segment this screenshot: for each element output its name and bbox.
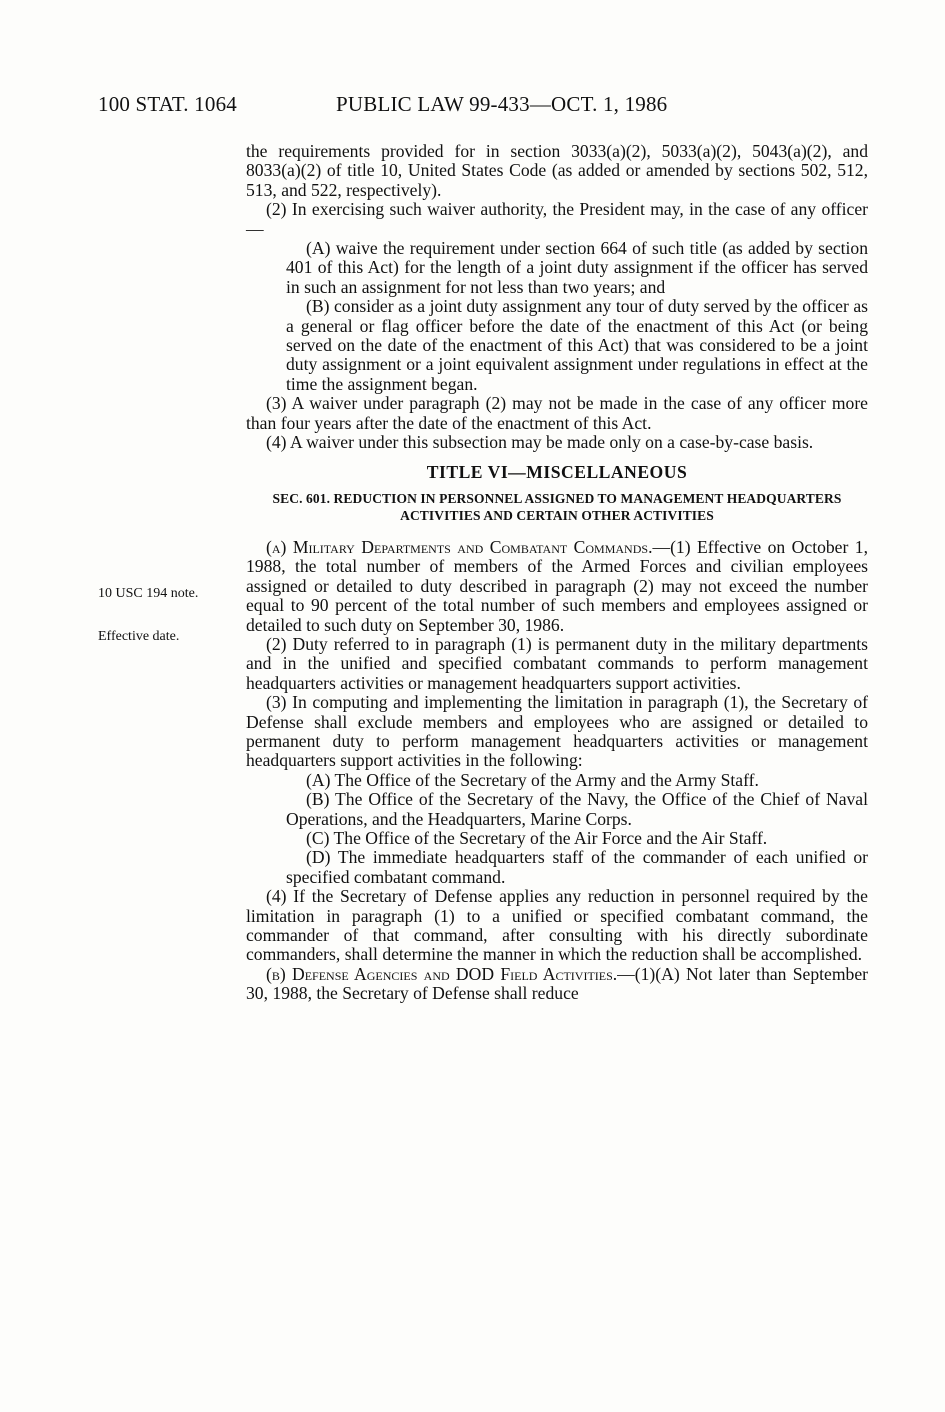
margin-note-effective-date: Effective date. bbox=[98, 629, 180, 644]
subsection-a-paragraph-2: (2) Duty referred to in paragraph (1) is permanent duty in the military departments and in the unified and specified combatant commands to perform management headquarters activities or management headquarters support activities. bbox=[246, 633, 868, 693]
stat-reference: 100 STAT. 1064 bbox=[98, 92, 237, 116]
title-heading: TITLE VI—MISCELLANEOUS bbox=[426, 461, 688, 482]
subsection-a-paragraph-4: (4) If the Secretary of Defense applies any reduction in personnel required by the limitation in paragraph (1) to a unified or specified combatant command, the commander of that command, after consulting with his directly subordinate commanders, shall determine the manner in which the reduction shall be accomplished. bbox=[246, 886, 868, 965]
paragraph-continuation: the requirements provided for in section 3033(a)(2), 5033(a)(2), 5043(a)(2), and 8033(a)(2) of title 10, United States Code (as added or amended by sections 502, 512, 513, and 522, respectively). bbox=[246, 141, 868, 200]
subparagraph-3b: (B) The Office of the Secretary of the Navy, the Office of the Chief of Naval Operations, and the Headquarters, Marine Corps. bbox=[286, 789, 868, 829]
subparagraph-3d: (D) The immediate headquarters staff of the commander of each unified or specified combatant command. bbox=[286, 847, 868, 887]
subsection-b-text: —(1)(A) Not later than September 30, 1988, the Secretary of Defense shall reduce bbox=[246, 963, 868, 1004]
paragraph-2: (2) In exercising such waiver authority, the President may, in the case of any officer— bbox=[246, 199, 868, 239]
paragraph-3: (3) A waiver under paragraph (2) may not be made in the case of any officer more than four years after the date of the enactment of this Act. bbox=[246, 393, 868, 433]
subparagraph-2a: (A) waive the requirement under section 664 of such title (as added by section 401 of this Act) for the length of a joint duty assignment if the officer has served in such an assignment for not less than two years; and bbox=[286, 238, 868, 297]
subsection-a-paragraph-3: (3) In computing and implementing the limitation in paragraph (1), the Secretary of Defense shall exclude members and employees who are assigned or detailed to permanent duty to perform management headquarters activities or management headquarters support activities in the following: bbox=[246, 692, 868, 771]
subsection-a-paragraph-1 bbox=[246, 538, 868, 635]
body-text bbox=[246, 142, 868, 1004]
subparagraph-3c: (C) The Office of the Secretary of the Air Force and the Air Staff. bbox=[306, 828, 768, 848]
subsection-b-paragraph-1 bbox=[246, 965, 868, 1004]
public-law-reference: PUBLIC LAW 99-433—OCT. 1, 1986 bbox=[336, 92, 668, 116]
paragraph-4: (4) A waiver under this subsection may be made only on a case-by-case basis. bbox=[266, 432, 814, 453]
subsection-a-text: —(1) Effective on October 1, 1988, the total number of members of the Armed Forces and civilian employees assigned or detailed to duty described in paragraph (2) may not exceed the number equal to 90 percent of the total number of such members and employees assigned or detailed to such duty on September 30, 1986. bbox=[246, 536, 868, 635]
subparagraph-3a: (A) The Office of the Secretary of the Army and the Army Staff. bbox=[306, 769, 759, 790]
section-heading: SEC. 601. REDUCTION IN PERSONNEL ASSIGNED TO MANAGEMENT HEADQUARTERS ACTIVITIES AND CERTAIN OTHER ACTIVITIES bbox=[272, 490, 842, 523]
subsection-a-caption: (a) Military Departments and Combatant Commands. bbox=[266, 536, 653, 557]
margin-note-usc: 10 USC 194 note. bbox=[98, 586, 199, 601]
subsection-b-caption: (b) Defense Agencies and DOD Field Activities. bbox=[266, 963, 618, 984]
subparagraph-2b: (B) consider as a joint duty assignment any tour of duty served by the officer as a general or flag officer before the date of the enactment of this Act (or being served on the date of the enactment of this Act) that was considered to be a joint duty assignment or a joint equivalent assignment under regulations in effect at the time the assignment began. bbox=[286, 296, 868, 394]
